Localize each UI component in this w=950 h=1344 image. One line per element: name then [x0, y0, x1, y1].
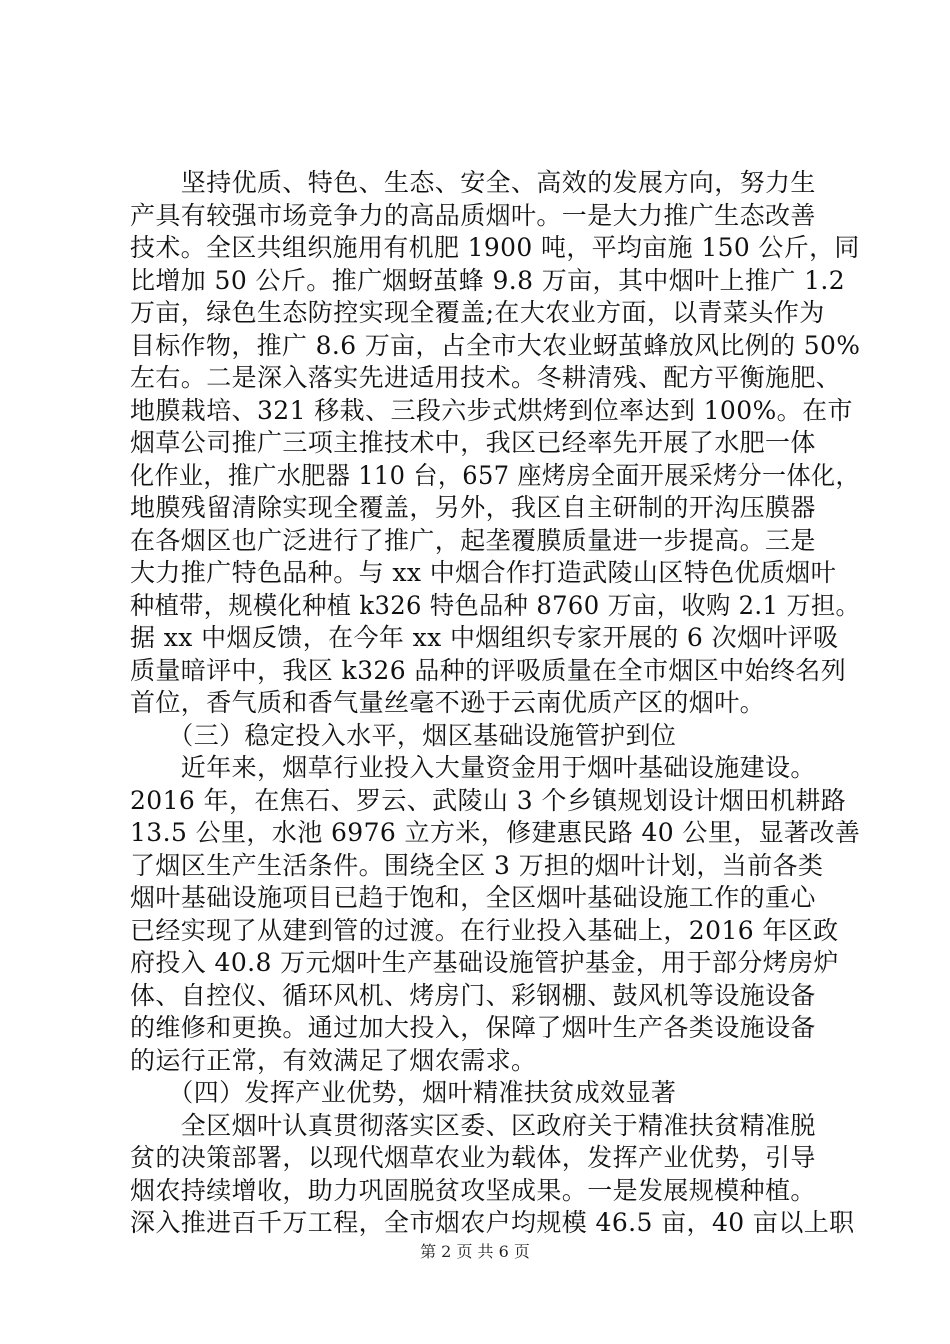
text-line: 种植带，规模化种植 k326 特色品种 8760 万亩，收购 2.1 万担。 [130, 591, 861, 620]
text-line: 坚持优质、特色、生态、安全、高效的发展方向，努力生 [130, 168, 816, 197]
text-line: 目标作物，推广 8.6 万亩，占全市大农业蚜茧蜂放风比例的 50% [130, 331, 861, 360]
text-line: 左右。二是深入落实先进适用技术。冬耕清残、配方平衡施肥、 [130, 363, 842, 392]
text-line: 化作业，推广水肥器 110 台，657 座烤房全面开展采烤分一体化， [130, 461, 860, 490]
text-line: 质量暗评中，我区 k326 品种的评吸质量在全市烟区中始终名列 [130, 656, 847, 685]
text-line: 比增加 50 公斤。推广烟蚜茧蜂 9.8 万亩，其中烟叶上推广 1.2 [130, 266, 846, 295]
text-line: 了烟区生产生活条件。围绕全区 3 万担的烟叶计划，当前各类 [130, 851, 824, 880]
text-line: 产具有较强市场竞争力的高品质烟叶。一是大力推广生态改善 [130, 201, 816, 230]
text-line: 2016 年，在焦石、罗云、武陵山 3 个乡镇规划设计烟田机耕路 [130, 786, 847, 815]
text-line: 深入推进百千万工程，全市烟农户均规模 46.5 亩，40 亩以上职 [130, 1208, 855, 1237]
text-line: 全区烟叶认真贯彻落实区委、区政府关于精准扶贫精准脱 [130, 1111, 816, 1140]
text-line: 据 xx 中烟反馈，在今年 xx 中烟组织专家开展的 6 次烟叶评吸 [130, 623, 839, 652]
text-line: 体、自控仪、循环风机、烤房门、彩钢棚、鼓风机等设施设备 [130, 981, 816, 1010]
text-line: 烟农持续增收，助力巩固脱贫攻坚成果。一是发展规模种植。 [130, 1176, 816, 1205]
text-line: 13.5 公里，水池 6976 立方米，修建惠民路 40 公里，显著改善 [130, 818, 861, 847]
text-line: 贫的决策部署，以现代烟草农业为载体，发挥产业优势，引导 [130, 1143, 816, 1172]
text-line: 的维修和更换。通过加大投入，保障了烟叶生产各类设施设备 [130, 1013, 816, 1042]
text-line: 烟叶基础设施项目已趋于饱和，全区烟叶基础设施工作的重心 [130, 883, 816, 912]
text-line: 府投入 40.8 万元烟叶生产基础设施管护基金，用于部分烤房炉 [130, 948, 839, 977]
text-line: （三）稳定投入水平，烟区基础设施管护到位 [130, 721, 677, 750]
text-line: 已经实现了从建到管的过渡。在行业投入基础上，2016 年区政 [130, 916, 839, 945]
text-line: 烟草公司推广三项主推技术中，我区已经率先开展了水肥一体 [130, 428, 816, 457]
text-line: 地膜残留清除实现全覆盖，另外，我区自主研制的开沟压膜器 [130, 493, 816, 522]
text-line: 地膜栽培、321 移栽、三段六步式烘烤到位率达到 100%。在市 [130, 396, 853, 425]
text-line: 大力推广特色品种。与 xx 中烟合作打造武陵山区特色优质烟叶 [130, 558, 837, 587]
text-line: 在各烟区也广泛进行了推广，起垄覆膜质量进一步提高。三是 [130, 526, 816, 555]
text-line: 首位，香气质和香气量丝毫不逊于云南优质产区的烟叶。 [130, 688, 766, 717]
text-line: 的运行正常，有效满足了烟农需求。 [130, 1046, 537, 1075]
text-line: （四）发挥产业优势，烟叶精准扶贫成效显著 [130, 1078, 677, 1107]
text-line: 万亩，绿色生态防控实现全覆盖;在大农业方面，以青菜头作为 [130, 298, 825, 327]
text-line: 近年来，烟草行业投入大量资金用于烟叶基础设施建设。 [130, 753, 816, 782]
page-footer: 第 2 页 共 6 页 [420, 1242, 530, 1261]
text-line: 技术。全区共组织施用有机肥 1900 吨，平均亩施 150 公斤，同 [130, 233, 860, 262]
